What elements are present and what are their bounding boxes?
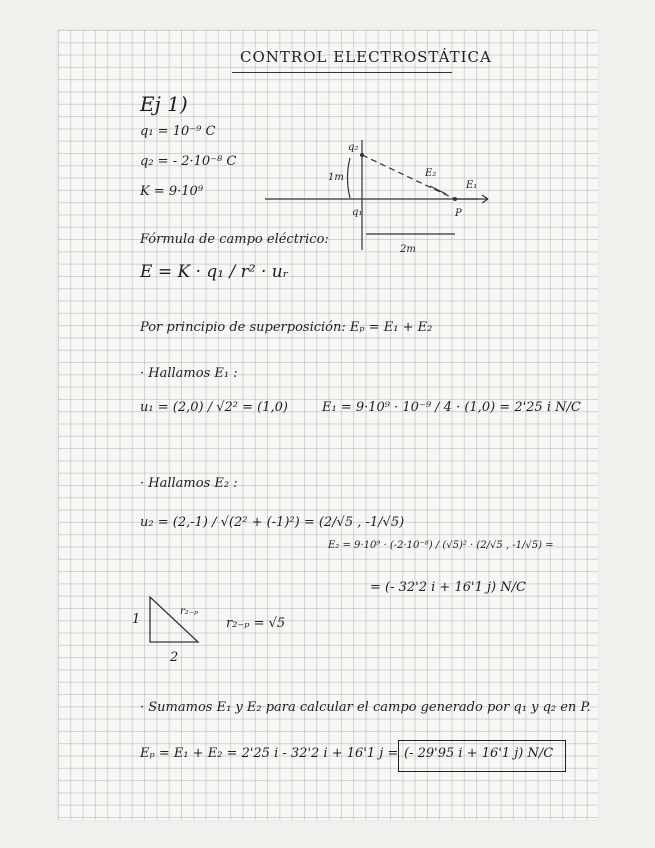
q2-point	[360, 153, 364, 157]
dist-y-label: 1m	[328, 172, 344, 183]
x-axis-arrow	[482, 199, 488, 203]
u2-calc: u₂ = (2,-1) / √(2² + (-1)²) = (2/√5 , -1/√5)	[140, 515, 405, 530]
e2-heading: · Hallamos E₂ :	[140, 476, 238, 491]
triangle-hyp: r₂₋ₚ	[180, 606, 199, 617]
q1-data: q₁ = 10⁻⁹ C	[140, 124, 216, 139]
r-value: r₂₋ₚ = √5	[226, 616, 286, 631]
triangle-side-h: 2	[170, 650, 179, 665]
q2-data: q₂ = - 2·10⁻⁸ C	[140, 154, 237, 169]
final-equation: Eₚ = E₁ + E₂ = 2'25 i - 32'2 i + 16'1 j =	[140, 746, 399, 761]
sum-text: · Sumamos E₁ y E₂ para calcular el campo generado por q₁ y q₂ en P.	[140, 700, 591, 715]
p-point	[453, 197, 457, 201]
formula-title: Fórmula de campo eléctrico:	[140, 232, 329, 247]
u1-calc: u₁ = (2,0) / √2² = (1,0)	[140, 400, 288, 415]
p-label: P	[455, 208, 462, 219]
triangle-side-v: 1	[132, 612, 141, 627]
page-title: CONTROL ELECTROSTÁTICA	[240, 48, 492, 66]
e2-result: = (- 32'2 i + 16'1 j) N/C	[370, 580, 526, 595]
q2-p-line	[362, 155, 455, 199]
exercise-heading: Ej 1)	[140, 92, 188, 116]
k-data: K = 9·10⁹	[140, 184, 204, 199]
superposition-line: Por principio de superposición: Eₚ = E₁ + E₂	[140, 320, 433, 335]
e2-label: E₂	[425, 168, 437, 179]
triangle-shape	[150, 597, 198, 642]
field-formula: E = K · q₁ / r² · uᵣ	[140, 262, 289, 282]
q2-label: q₂	[348, 142, 359, 153]
e1-heading: · Hallamos E₁ :	[140, 366, 238, 381]
e2-calc: E₂ = 9·10⁹ · (-2·10⁻⁸) / (√5)² · (2/√5 , -1/√5) =	[328, 540, 554, 551]
e1-calc: E₁ = 9·10⁹ · 10⁻⁹ / 4 · (1,0) = 2'25 i N/C	[322, 400, 581, 415]
e2-vector	[430, 186, 446, 194]
q1-label: q₁	[352, 207, 363, 218]
dist-x-label: 2m	[400, 244, 416, 255]
e1-label: E₁	[466, 180, 478, 191]
final-result: (- 29'95 i + 16'1 j) N/C	[404, 746, 554, 761]
dist-y-brace	[348, 158, 351, 198]
